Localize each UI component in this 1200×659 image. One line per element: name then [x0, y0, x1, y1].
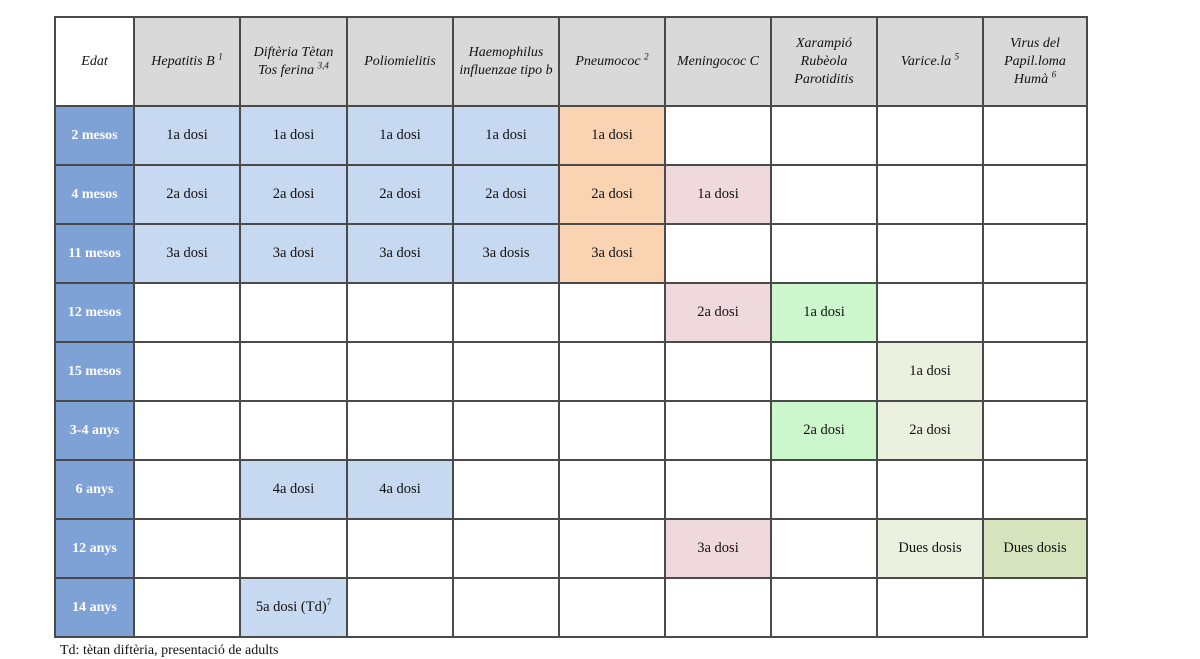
dose-label: 1a dosi	[379, 127, 421, 143]
dose-cell	[983, 224, 1087, 283]
footnote: Td: tètan diftèria, presentació de adults	[60, 643, 279, 658]
dose-cell	[877, 342, 983, 401]
column-header-label: Xarampió Rubèola Parotiditis	[794, 35, 854, 87]
dose-cell	[240, 106, 347, 165]
footnote-marker: 5	[954, 50, 960, 61]
dose-label: 3a dosi	[697, 540, 739, 556]
dose-label: Dues dosis	[898, 540, 962, 556]
dose-cell	[877, 283, 983, 342]
dose-cell	[453, 165, 559, 224]
dose-cell	[240, 578, 347, 637]
dose-label: 2a dosi	[803, 422, 845, 438]
dose-cell	[347, 460, 453, 519]
age-cell: 4 mesos	[55, 165, 134, 224]
dose-label: 3a dosi	[379, 245, 421, 261]
dose-cell	[240, 519, 347, 578]
dose-cell	[983, 519, 1087, 578]
dose-label: 2a dosi	[591, 186, 633, 202]
table-row	[55, 460, 1087, 519]
age-cell: 12 anys	[55, 519, 134, 578]
age-cell: 6 anys	[55, 460, 134, 519]
dose-label: 2a dosi	[166, 186, 208, 202]
column-header-vaccine	[347, 17, 453, 106]
dose-cell	[134, 401, 240, 460]
table-row	[55, 165, 1087, 224]
dose-cell	[665, 283, 771, 342]
dose-cell	[559, 519, 665, 578]
dose-cell	[240, 342, 347, 401]
dose-label: 1a dosi	[803, 304, 845, 320]
dose-cell	[453, 283, 559, 342]
column-header-age	[55, 17, 134, 106]
footnote-marker: 3,4	[317, 59, 329, 70]
dose-cell	[665, 578, 771, 637]
dose-label: 2a dosi	[485, 186, 527, 202]
dose-cell	[453, 578, 559, 637]
dose-cell	[983, 106, 1087, 165]
dose-label: 1a dosi	[485, 127, 527, 143]
dose-cell	[559, 578, 665, 637]
column-header-label: Varice.la	[900, 53, 952, 69]
footnote-marker: 1	[218, 50, 223, 61]
column-header-label: Edat	[81, 53, 108, 69]
dose-cell	[665, 460, 771, 519]
dose-cell	[983, 401, 1087, 460]
dose-cell	[453, 224, 559, 283]
dose-label: Dues dosis	[1003, 540, 1067, 556]
dose-cell	[559, 342, 665, 401]
table-row	[55, 578, 1087, 637]
dose-label: 3a dosi	[166, 245, 208, 261]
dose-cell	[134, 519, 240, 578]
dose-label: 3a dosi	[591, 245, 633, 261]
column-header-vaccine	[134, 17, 240, 106]
footnote-marker: 7	[326, 597, 332, 608]
header-row	[55, 17, 1087, 106]
column-header-vaccine	[665, 17, 771, 106]
dose-cell	[877, 106, 983, 165]
dose-label: 1a dosi	[909, 363, 951, 379]
dose-cell	[665, 342, 771, 401]
column-header-label: Diftèria Tètan Tos ferina	[253, 44, 334, 78]
dose-label: 1a dosi	[591, 127, 633, 143]
age-cell: 15 mesos	[55, 342, 134, 401]
dose-cell	[983, 283, 1087, 342]
footnote-marker: 6	[1051, 68, 1057, 79]
dose-cell	[665, 401, 771, 460]
dose-cell	[771, 224, 877, 283]
age-cell: 3-4 anys	[55, 401, 134, 460]
column-header-label: Pneumococ	[575, 53, 641, 69]
dose-cell	[347, 401, 453, 460]
dose-cell	[665, 165, 771, 224]
dose-cell	[559, 460, 665, 519]
dose-label: 3a dosi	[272, 245, 315, 261]
dose-cell	[453, 106, 559, 165]
column-header-label: Hepatitis B	[151, 53, 215, 69]
dose-cell	[559, 224, 665, 283]
vaccination-schedule-table	[54, 16, 1088, 638]
table-row	[55, 342, 1087, 401]
dose-label: 4a dosi	[379, 481, 421, 497]
column-header-label: Virus del Papil.loma Humà	[1004, 35, 1066, 87]
dose-label: 2a dosi	[909, 422, 951, 438]
dose-cell	[559, 165, 665, 224]
column-header-vaccine	[240, 17, 347, 106]
column-header-label: Haemophilus influenzae tipo b	[459, 44, 553, 78]
dose-label: 2a dosi	[697, 304, 739, 320]
dose-cell	[665, 224, 771, 283]
dose-cell	[983, 460, 1087, 519]
column-header-label: Poliomielitis	[364, 53, 436, 69]
dose-cell	[771, 283, 877, 342]
dose-cell	[559, 106, 665, 165]
dose-cell	[240, 401, 347, 460]
table-row	[55, 224, 1087, 283]
dose-cell	[559, 283, 665, 342]
dose-label: 1a dosi	[272, 127, 315, 143]
column-header-vaccine	[453, 17, 559, 106]
dose-label: 2a dosi	[272, 186, 315, 202]
dose-cell	[347, 578, 453, 637]
dose-cell	[877, 460, 983, 519]
dose-cell	[134, 342, 240, 401]
age-cell: 11 mesos	[55, 224, 134, 283]
dose-cell	[877, 519, 983, 578]
dose-cell	[134, 165, 240, 224]
dose-cell	[771, 165, 877, 224]
age-cell: 14 anys	[55, 578, 134, 637]
dose-cell	[771, 460, 877, 519]
dose-cell	[771, 342, 877, 401]
dose-cell	[453, 519, 559, 578]
dose-cell	[665, 106, 771, 165]
column-header-vaccine	[983, 17, 1087, 106]
table-row	[55, 519, 1087, 578]
dose-label: 4a dosi	[272, 481, 315, 497]
dose-cell	[240, 460, 347, 519]
dose-cell	[134, 578, 240, 637]
dose-cell	[134, 460, 240, 519]
dose-label: 5a dosi (Td)	[255, 599, 327, 615]
dose-cell	[347, 519, 453, 578]
dose-cell	[453, 460, 559, 519]
dose-cell	[453, 401, 559, 460]
footnote-marker: 2	[644, 50, 649, 61]
dose-cell	[134, 106, 240, 165]
dose-cell	[240, 224, 347, 283]
dose-cell	[877, 165, 983, 224]
column-header-vaccine	[877, 17, 983, 106]
dose-cell	[240, 283, 347, 342]
age-cell: 2 mesos	[55, 106, 134, 165]
dose-cell	[877, 401, 983, 460]
column-header-vaccine	[559, 17, 665, 106]
dose-cell	[983, 578, 1087, 637]
dose-cell	[665, 519, 771, 578]
dose-cell	[240, 165, 347, 224]
table-row	[55, 401, 1087, 460]
column-header-label: Meningococ C	[676, 53, 760, 69]
dose-cell	[983, 342, 1087, 401]
dose-cell	[877, 578, 983, 637]
column-header-vaccine	[771, 17, 877, 106]
dose-cell	[877, 224, 983, 283]
dose-cell	[347, 342, 453, 401]
dose-label: 2a dosi	[379, 186, 421, 202]
dose-cell	[347, 283, 453, 342]
dose-cell	[347, 165, 453, 224]
dose-label: 3a dosis	[482, 245, 530, 261]
dose-cell	[771, 401, 877, 460]
dose-cell	[347, 106, 453, 165]
table-row	[55, 283, 1087, 342]
dose-cell	[453, 342, 559, 401]
age-cell: 12 mesos	[55, 283, 134, 342]
dose-cell	[771, 519, 877, 578]
dose-cell	[347, 224, 453, 283]
dose-cell	[559, 401, 665, 460]
dose-cell	[134, 283, 240, 342]
dose-label: 1a dosi	[697, 186, 739, 202]
dose-cell	[134, 224, 240, 283]
dose-cell	[771, 106, 877, 165]
dose-label: 1a dosi	[166, 127, 208, 143]
dose-cell	[771, 578, 877, 637]
table-row	[55, 106, 1087, 165]
dose-cell	[983, 165, 1087, 224]
